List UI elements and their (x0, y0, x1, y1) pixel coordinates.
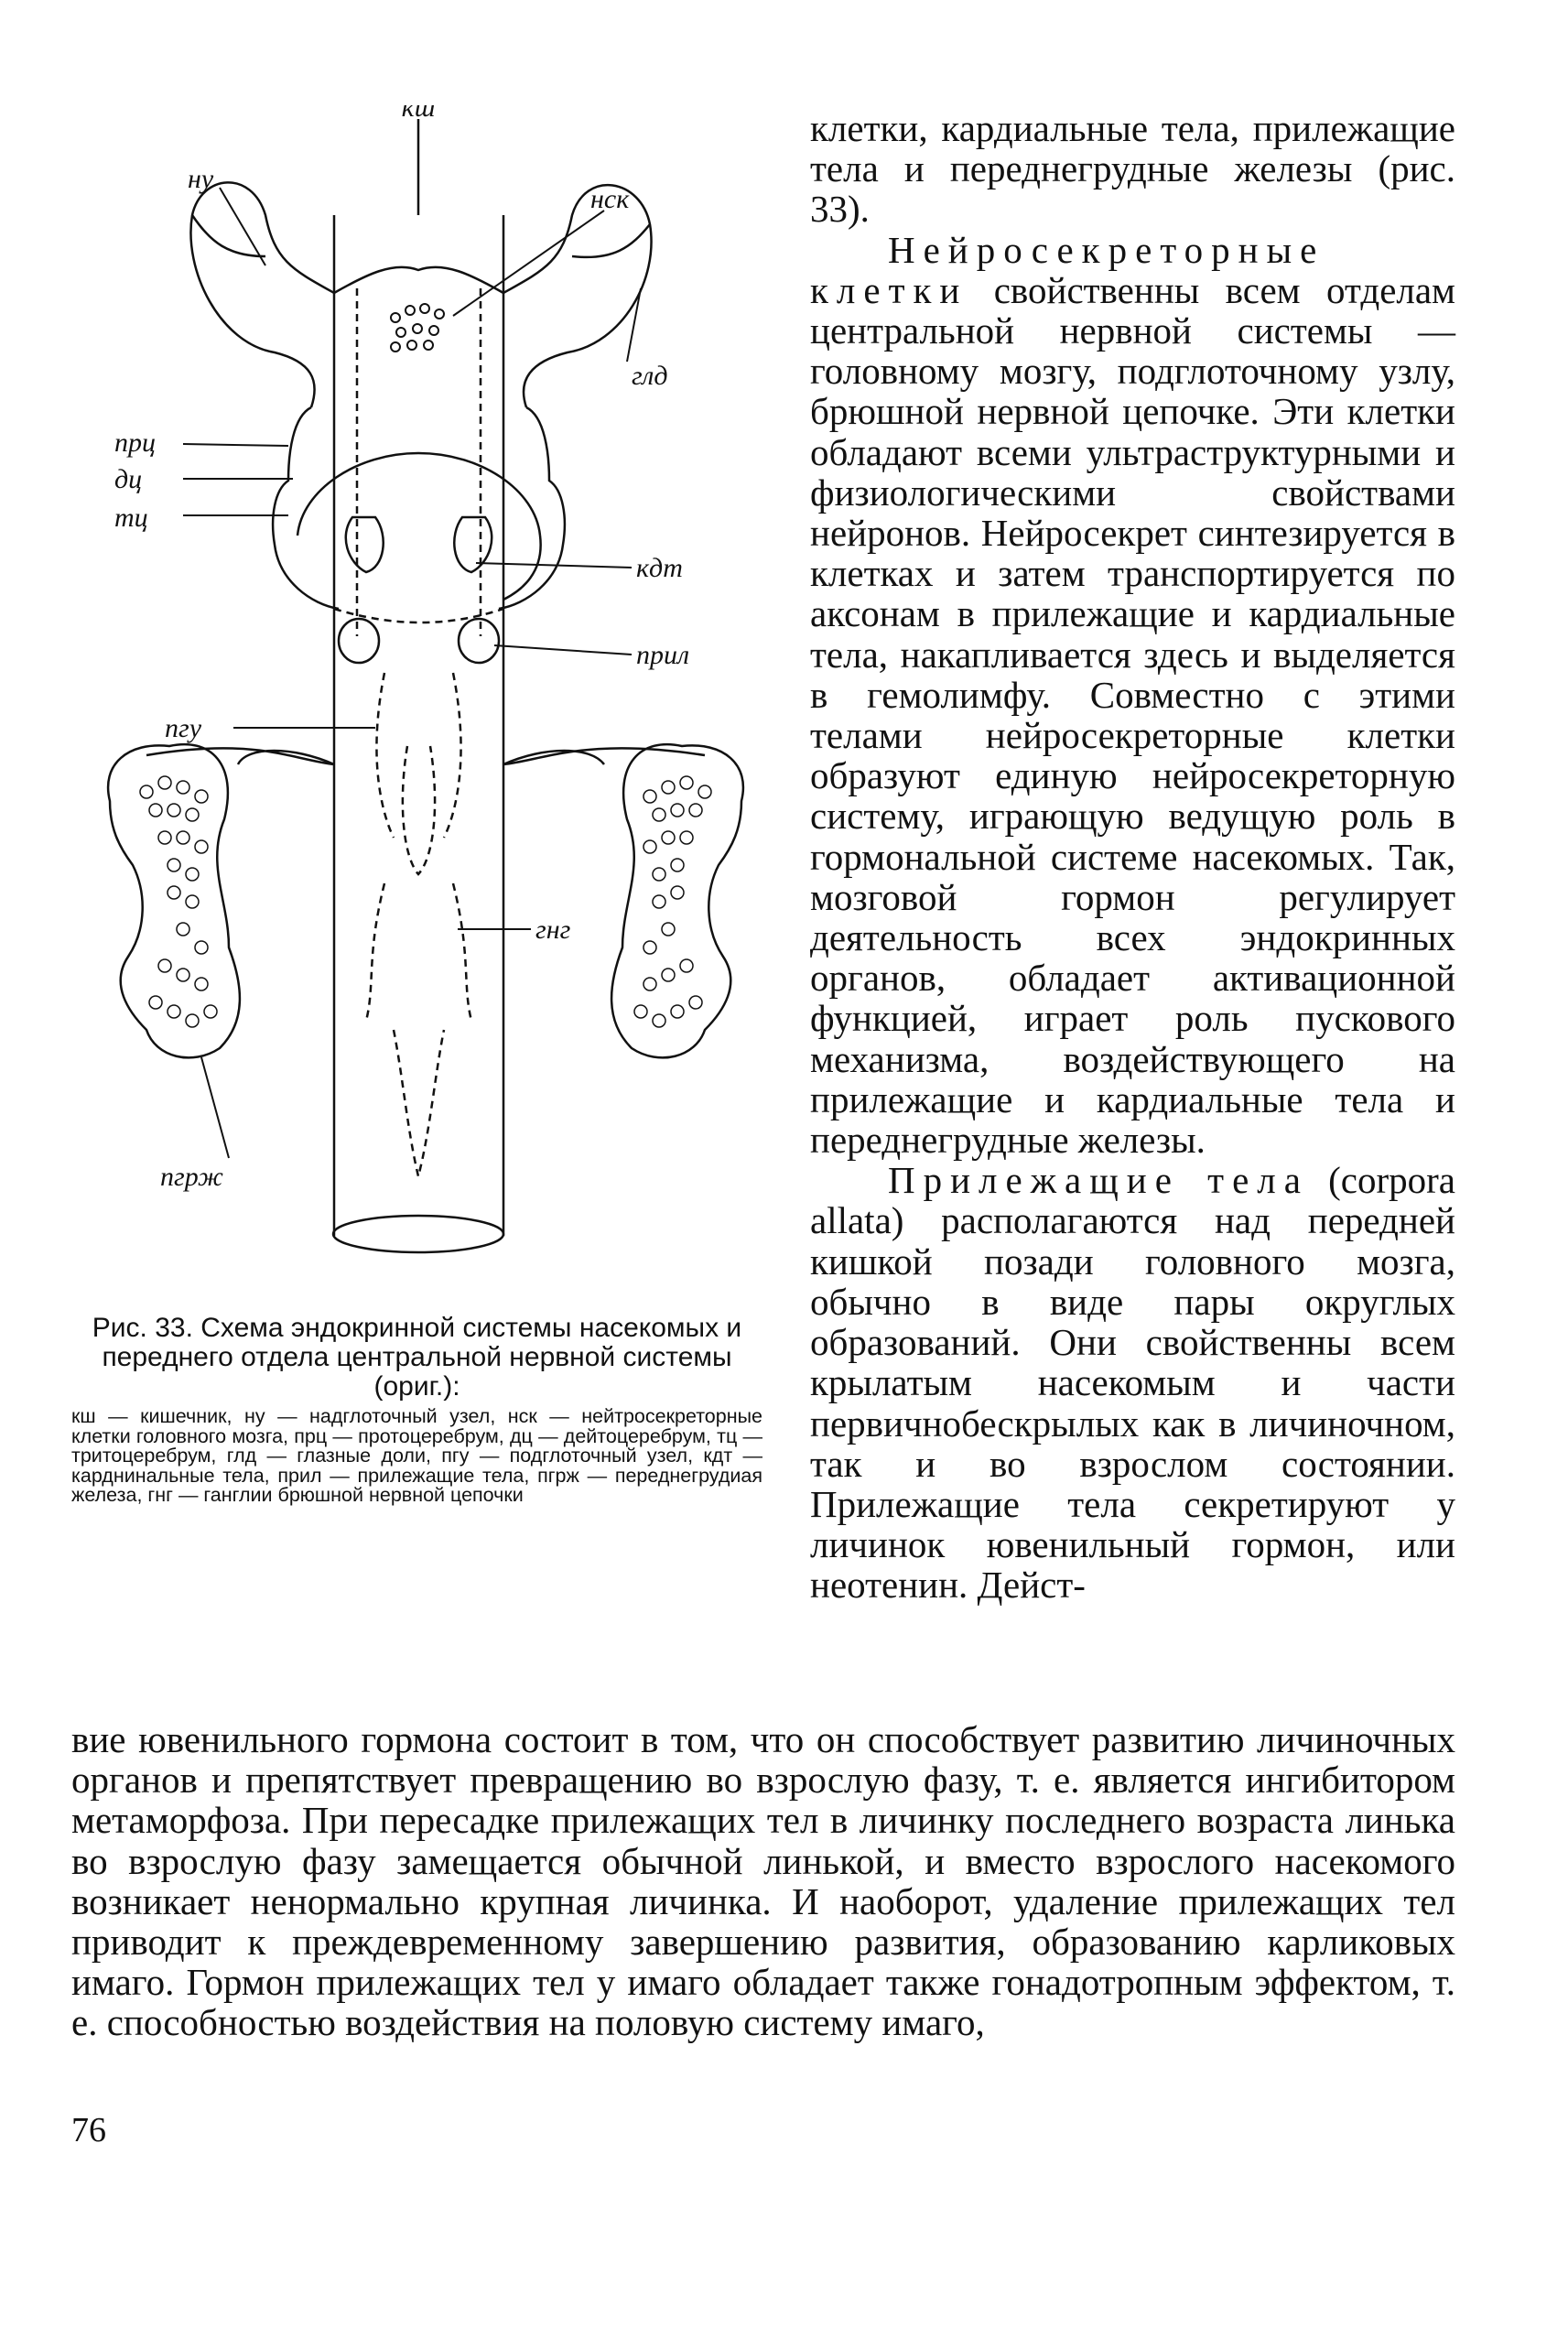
caption-legend: кш — кишечник, ну — надглоточный узел, нск — нейтросекреторные клетки головного мозга, прц — протоцеребрум, дц — дейтоцеребрум, тц — тритоцеребрум, глд — глазные доли, пгу — подглоточный узел, кдт — карднинальные тела, прил — прилежащие тела, пгрж — переднегрудиая железа, гнг — ганглии брюшной нервной цепочки (71, 1405, 762, 1506)
label-pril: прил (636, 640, 690, 670)
label-nsk: нск (590, 184, 630, 214)
corpus-allatum-right (459, 619, 499, 663)
cardiac-body-left (346, 517, 384, 572)
figure-caption (71, 1314, 762, 1506)
label-kdt: кдт (636, 553, 683, 583)
page-number: 76 (71, 2111, 106, 2149)
paragraph-2 (810, 230, 1455, 1161)
label-tts: тц (114, 503, 148, 533)
label-dts: дц (114, 464, 143, 494)
paragraph-2-body: свойственны всем отделам центральной нервной системы — головному мозгу, подглоточному узлу, брюшной нервной цепочке. Эти клетки обладают всеми ультраструктурными и физиологическими свойствами нейронов. Нейросекрет синтезируется в клетках и затем транспортируется по аксонам в прилежащие и кардиальные тела, накапливается здесь и выделяется в гемолимфу. Совместно с этими телами нейросекреторные клетки образуют единую нейросекреторную систему, играющую ведущую роль в гормональной системе насекомых. Так, мозговой гормон регулирует деятельность всех эндокринных органов, обладает активационной функцией, играет роль пускового механизма, воздействующего на прилежащие и кардиальные тела и переднегрудные железы. (810, 268, 1455, 1162)
label-pgu: пгу (165, 713, 202, 743)
brain-top (334, 267, 503, 293)
gut-tube (334, 215, 503, 1236)
nerves-to-glands (146, 748, 705, 764)
label-pgrzh: пгрж (160, 1162, 223, 1192)
optic-lobe-left-inner (192, 215, 265, 256)
right-column-text (810, 108, 1455, 1606)
figure-33 (92, 105, 760, 1268)
term-neurosecretory: Нейросекреторные клетки (810, 228, 1325, 311)
label-ksh: кш (401, 105, 436, 123)
full-width-text: вие ювенильного гормона состоит в том, что он способствует развитию личиночных органов и препятствует превращению во взрослую фазу, т. е. является ингибитором метаморфоза. При пересадке прилежащих тел в личинку последнего возраста линька во взрослую фазу замещается обычной линькой, и вместо взрослого насекомого возникает ненормально крупная личинка. И наоборот, удаление прилежащих тел приводит к преждевременному завершению развития, образованию карликовых имаго. Гормон прилежащих тел у имаго обладает также гонадотропным эффектом, т. е. способностью воздействия на половую систему имаго, (71, 1718, 1455, 2044)
paragraph-1: клетки, кардиальные тела, прилежащие тела и переднегрудные железы (рис. 33). (810, 107, 1455, 231)
corpus-allatum-left (339, 619, 379, 663)
gut-opening (333, 1216, 503, 1252)
caption-title: Рис. 33. Схема эндокринной системы насекомых и переднего отдела центральной нервной системы (ориг.): (92, 1313, 742, 1402)
paragraph-3 (810, 1160, 1455, 1605)
term-corpora-allata: Прилежащие тела (888, 1159, 1309, 1202)
neurosecretory-cells (391, 304, 444, 352)
prothoracic-gland-left (108, 744, 240, 1057)
paragraph-3-body: (corpora allata) располагаются над передней кишкой позади головного мозга, обычно в виде пары округлых образований. Они свойственны всем крылатым насекомым и части первичнобескрылых как в личиночном, так и во взрослом состоянии. Прилежащие тела секретируют у личинок ювенильный гормон, или неотенин. Дейст- (810, 1159, 1456, 1607)
brain-right (503, 185, 652, 407)
brain-left (190, 182, 334, 407)
label-nu: ну (188, 164, 214, 194)
label-prts: прц (114, 428, 156, 458)
prothoracic-gland-right (611, 744, 743, 1057)
endocrine-diagram (92, 105, 760, 1268)
optic-lobe-right-inner (572, 224, 650, 257)
label-gld: глд (632, 361, 668, 391)
label-gng: гнг (535, 915, 571, 945)
